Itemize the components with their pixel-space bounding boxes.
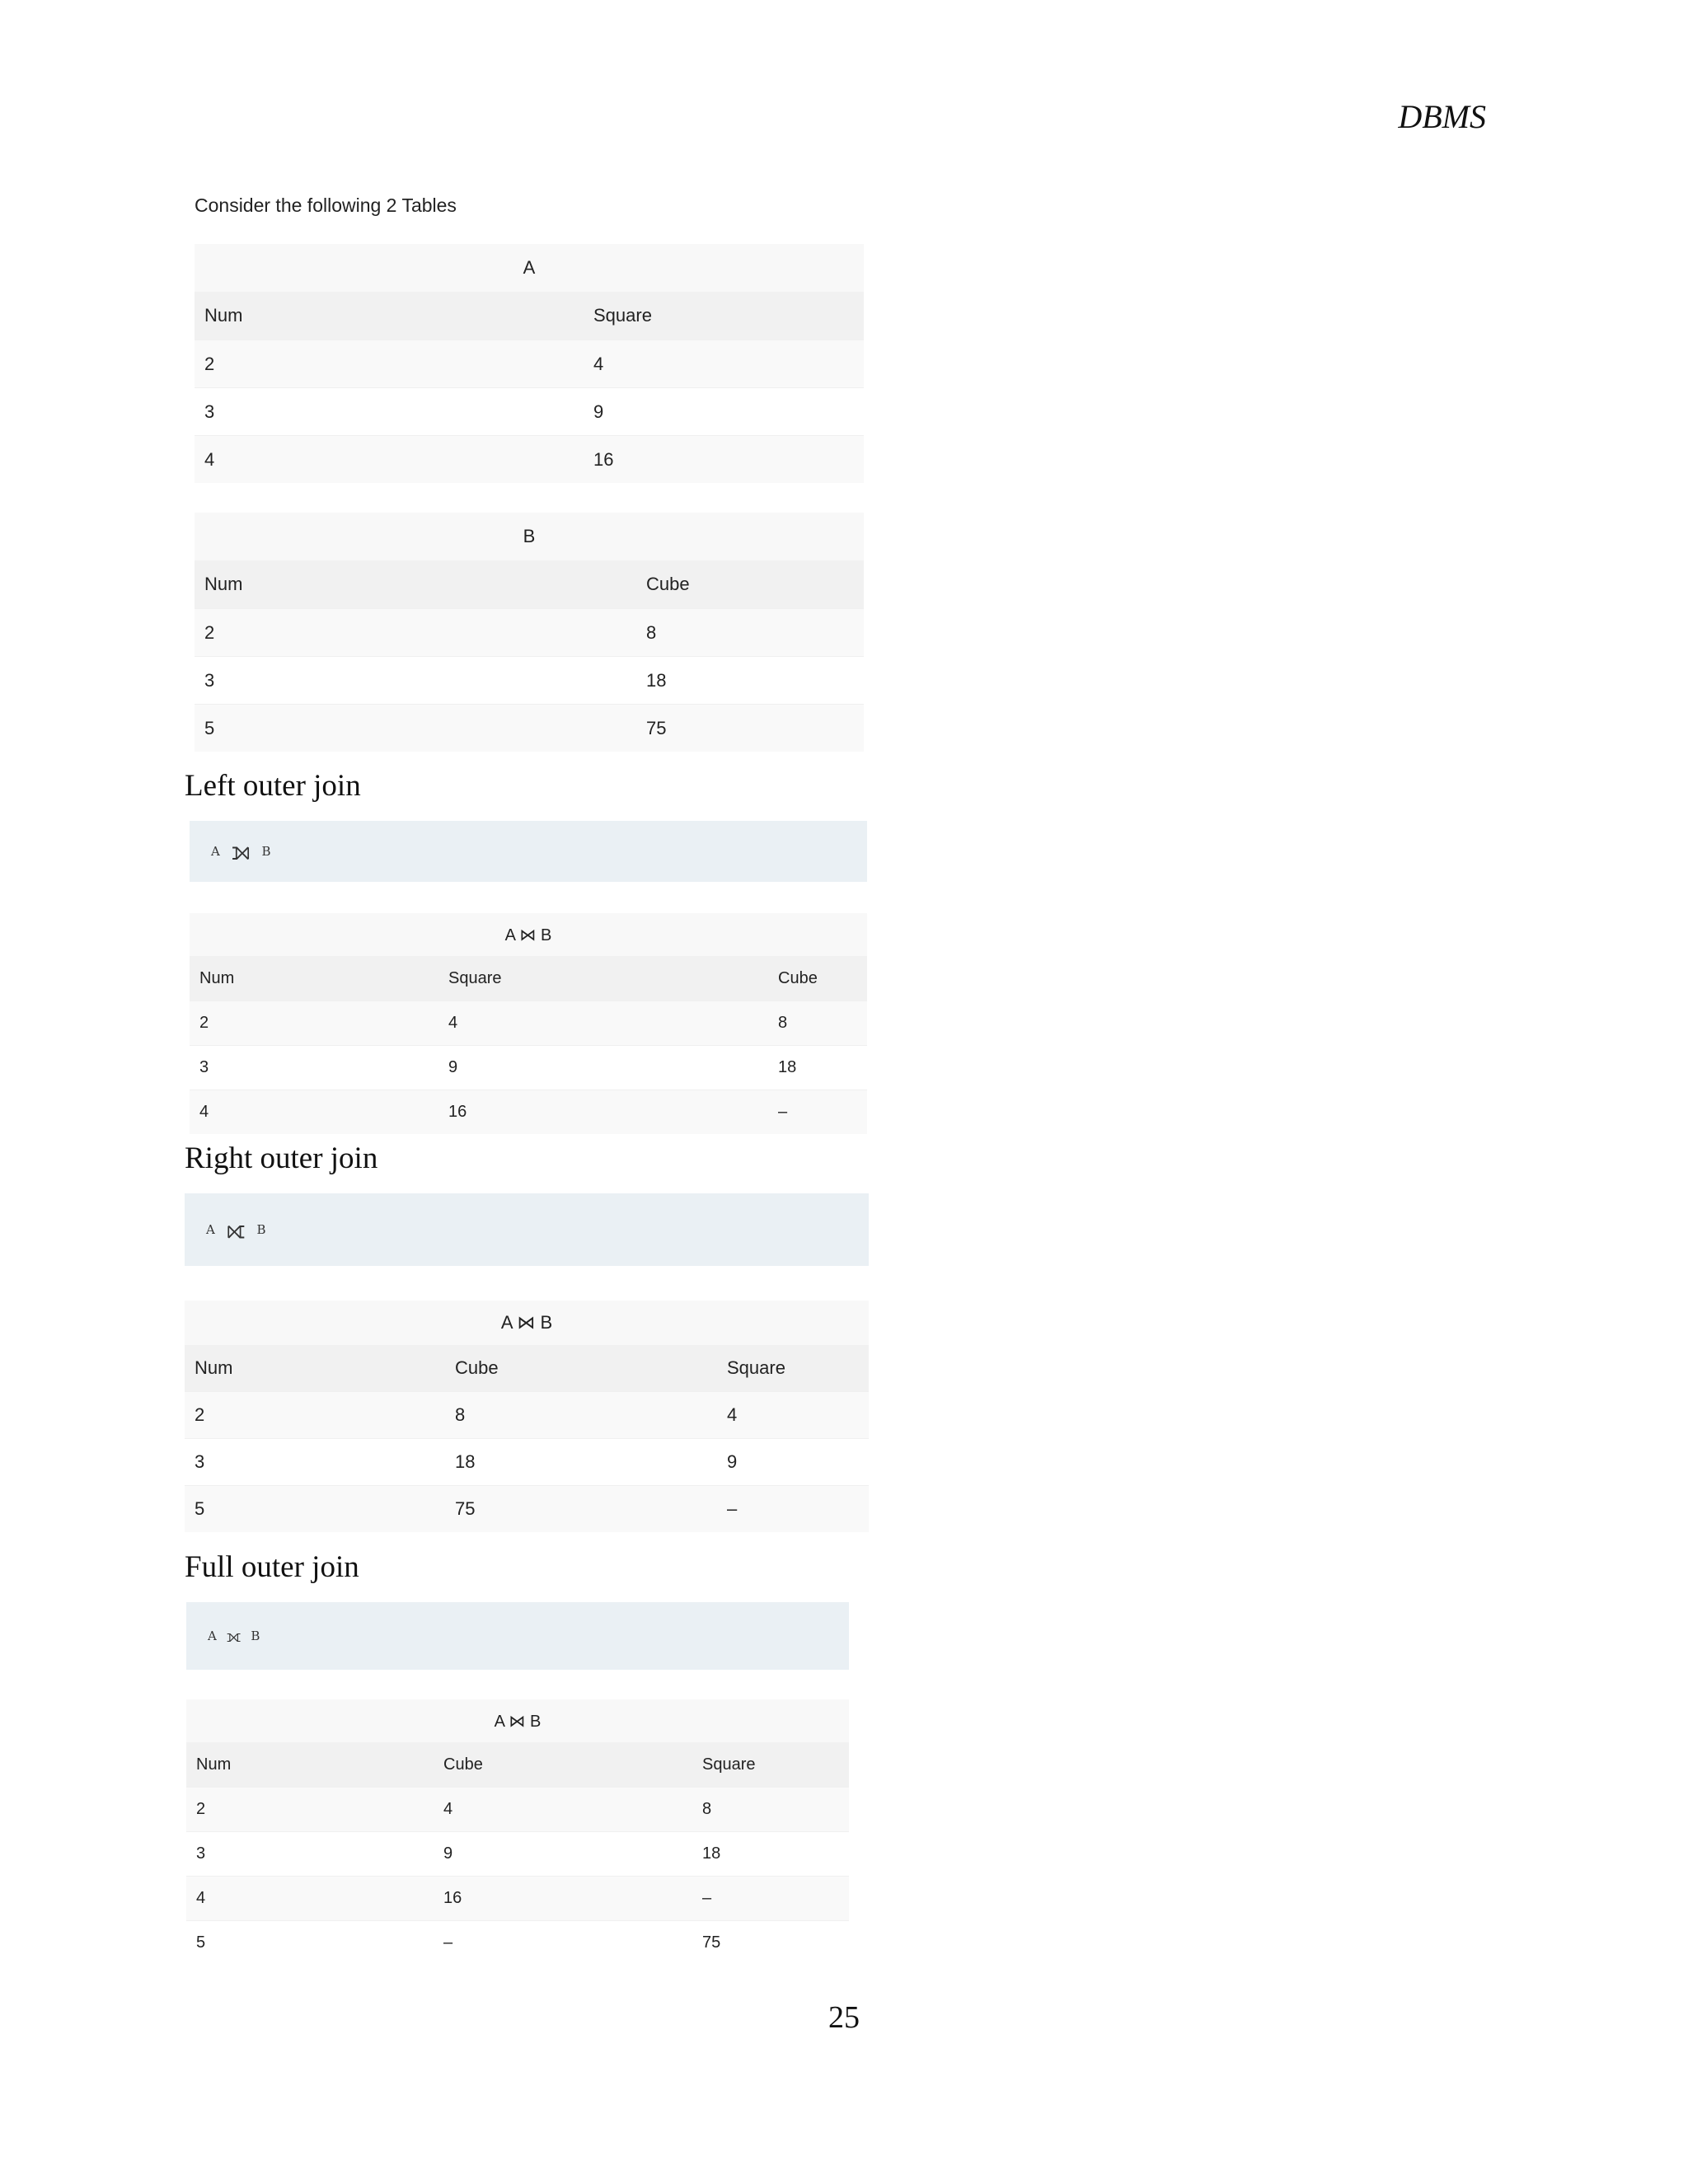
table-caption: A ⋈ B xyxy=(190,913,867,956)
table-row xyxy=(186,1876,849,1920)
table-header-row xyxy=(186,1742,849,1787)
full-join-expression xyxy=(186,1602,849,1670)
table-cell: 9 xyxy=(593,401,604,422)
table-cell: 16 xyxy=(448,1103,467,1121)
table-cell: 3 xyxy=(204,401,215,422)
table-cell: 16 xyxy=(443,1889,462,1907)
relation-a: A xyxy=(208,1629,217,1643)
table-cell: 8 xyxy=(646,621,657,643)
table-row xyxy=(190,1045,867,1090)
table-row xyxy=(185,1438,869,1485)
intro-text: Consider the following 2 Tables xyxy=(195,194,457,216)
table-caption: A xyxy=(195,244,864,292)
table-cell: 3 xyxy=(196,1844,206,1863)
table-cell: 3 xyxy=(204,669,215,691)
table-cell: 4 xyxy=(199,1103,209,1121)
table-cell: 4 xyxy=(196,1889,206,1907)
relation-b: B xyxy=(261,844,271,859)
table-cell: 2 xyxy=(199,1014,209,1032)
table-cell: 2 xyxy=(204,621,215,643)
table-cell: 2 xyxy=(196,1800,206,1818)
table-row xyxy=(195,340,864,387)
relation-b: B xyxy=(251,1629,260,1643)
table-row xyxy=(195,387,864,435)
left-outer-join-icon: ⟕ xyxy=(231,837,251,866)
column-header: Square xyxy=(727,1357,785,1378)
table-row xyxy=(186,1787,849,1831)
table-cell: 2 xyxy=(195,1404,205,1425)
table-cell: – xyxy=(443,1933,453,1952)
table-cell: 18 xyxy=(778,1058,797,1076)
column-header: Cube xyxy=(646,574,690,594)
left-join-result-table xyxy=(190,913,867,1134)
table-row xyxy=(195,704,864,752)
table-row xyxy=(185,1485,869,1532)
column-header: Cube xyxy=(443,1755,483,1774)
left-join-heading: Left outer join xyxy=(185,769,361,803)
table-row xyxy=(195,608,864,656)
table-cell: 4 xyxy=(593,353,604,374)
table-caption: B xyxy=(195,513,864,560)
table-row xyxy=(190,1090,867,1134)
right-join-result-table xyxy=(185,1301,869,1532)
table-cell: 5 xyxy=(196,1933,206,1952)
table-header-row xyxy=(195,292,864,340)
table-cell: 4 xyxy=(204,448,215,470)
column-header: Num xyxy=(196,1755,232,1774)
table-row xyxy=(195,656,864,704)
page-number: 25 xyxy=(828,2000,860,2035)
table-cell: 75 xyxy=(702,1933,721,1952)
running-header: DBMS xyxy=(1398,98,1486,135)
table-cell: – xyxy=(727,1498,738,1519)
full-outer-join-icon: ⟗ xyxy=(226,1626,241,1646)
table-row xyxy=(185,1391,869,1438)
table-cell: 5 xyxy=(204,717,215,738)
table-cell: 4 xyxy=(727,1404,738,1425)
column-header: Num xyxy=(204,305,243,326)
column-header: Cube xyxy=(455,1357,499,1378)
right-join-heading: Right outer join xyxy=(185,1141,378,1175)
relation-a: A xyxy=(211,844,220,859)
table-cell: 8 xyxy=(702,1800,712,1818)
table-cell: – xyxy=(778,1103,788,1121)
relation-a: A xyxy=(206,1222,215,1237)
left-join-expression xyxy=(190,821,867,882)
table-cell: 2 xyxy=(204,353,215,374)
table-cell: 8 xyxy=(778,1014,788,1032)
table-row xyxy=(186,1920,849,1965)
table-cell: 9 xyxy=(727,1451,738,1472)
column-header: Num xyxy=(204,574,243,594)
table-caption: A ⋈ B xyxy=(185,1301,869,1345)
column-header: Square xyxy=(448,968,502,987)
table-b xyxy=(195,513,864,752)
column-header: Square xyxy=(593,305,652,326)
table-a xyxy=(195,244,864,483)
column-header: Num xyxy=(199,968,235,987)
right-outer-join-icon: ⟖ xyxy=(226,1215,246,1244)
table-row xyxy=(190,1001,867,1045)
table-row xyxy=(195,435,864,483)
table-cell: 75 xyxy=(646,717,667,738)
table-cell: 4 xyxy=(443,1800,453,1818)
table-cell: 3 xyxy=(195,1451,205,1472)
table-cell: 8 xyxy=(455,1404,466,1425)
table-cell: 18 xyxy=(455,1451,476,1472)
table-cell: 18 xyxy=(702,1844,721,1863)
table-header-row xyxy=(195,560,864,608)
table-cell: 4 xyxy=(448,1014,458,1032)
table-cell: 3 xyxy=(199,1058,209,1076)
column-header: Num xyxy=(195,1357,233,1378)
table-cell: 16 xyxy=(593,448,614,470)
table-cell: 9 xyxy=(448,1058,458,1076)
full-join-heading: Full outer join xyxy=(185,1550,359,1584)
table-header-row xyxy=(190,956,867,1001)
table-header-row xyxy=(185,1345,869,1391)
table-cell: 75 xyxy=(455,1498,476,1519)
table-cell: 9 xyxy=(443,1844,453,1863)
table-cell: 18 xyxy=(646,669,667,691)
full-join-result-table xyxy=(186,1699,849,1965)
right-join-expression xyxy=(185,1193,869,1266)
table-cell: – xyxy=(702,1889,712,1907)
table-cell: 5 xyxy=(195,1498,205,1519)
table-caption: A ⋈ B xyxy=(186,1699,849,1742)
column-header: Square xyxy=(702,1755,756,1774)
table-row xyxy=(186,1831,849,1876)
relation-b: B xyxy=(256,1222,266,1237)
column-header: Cube xyxy=(778,968,818,987)
